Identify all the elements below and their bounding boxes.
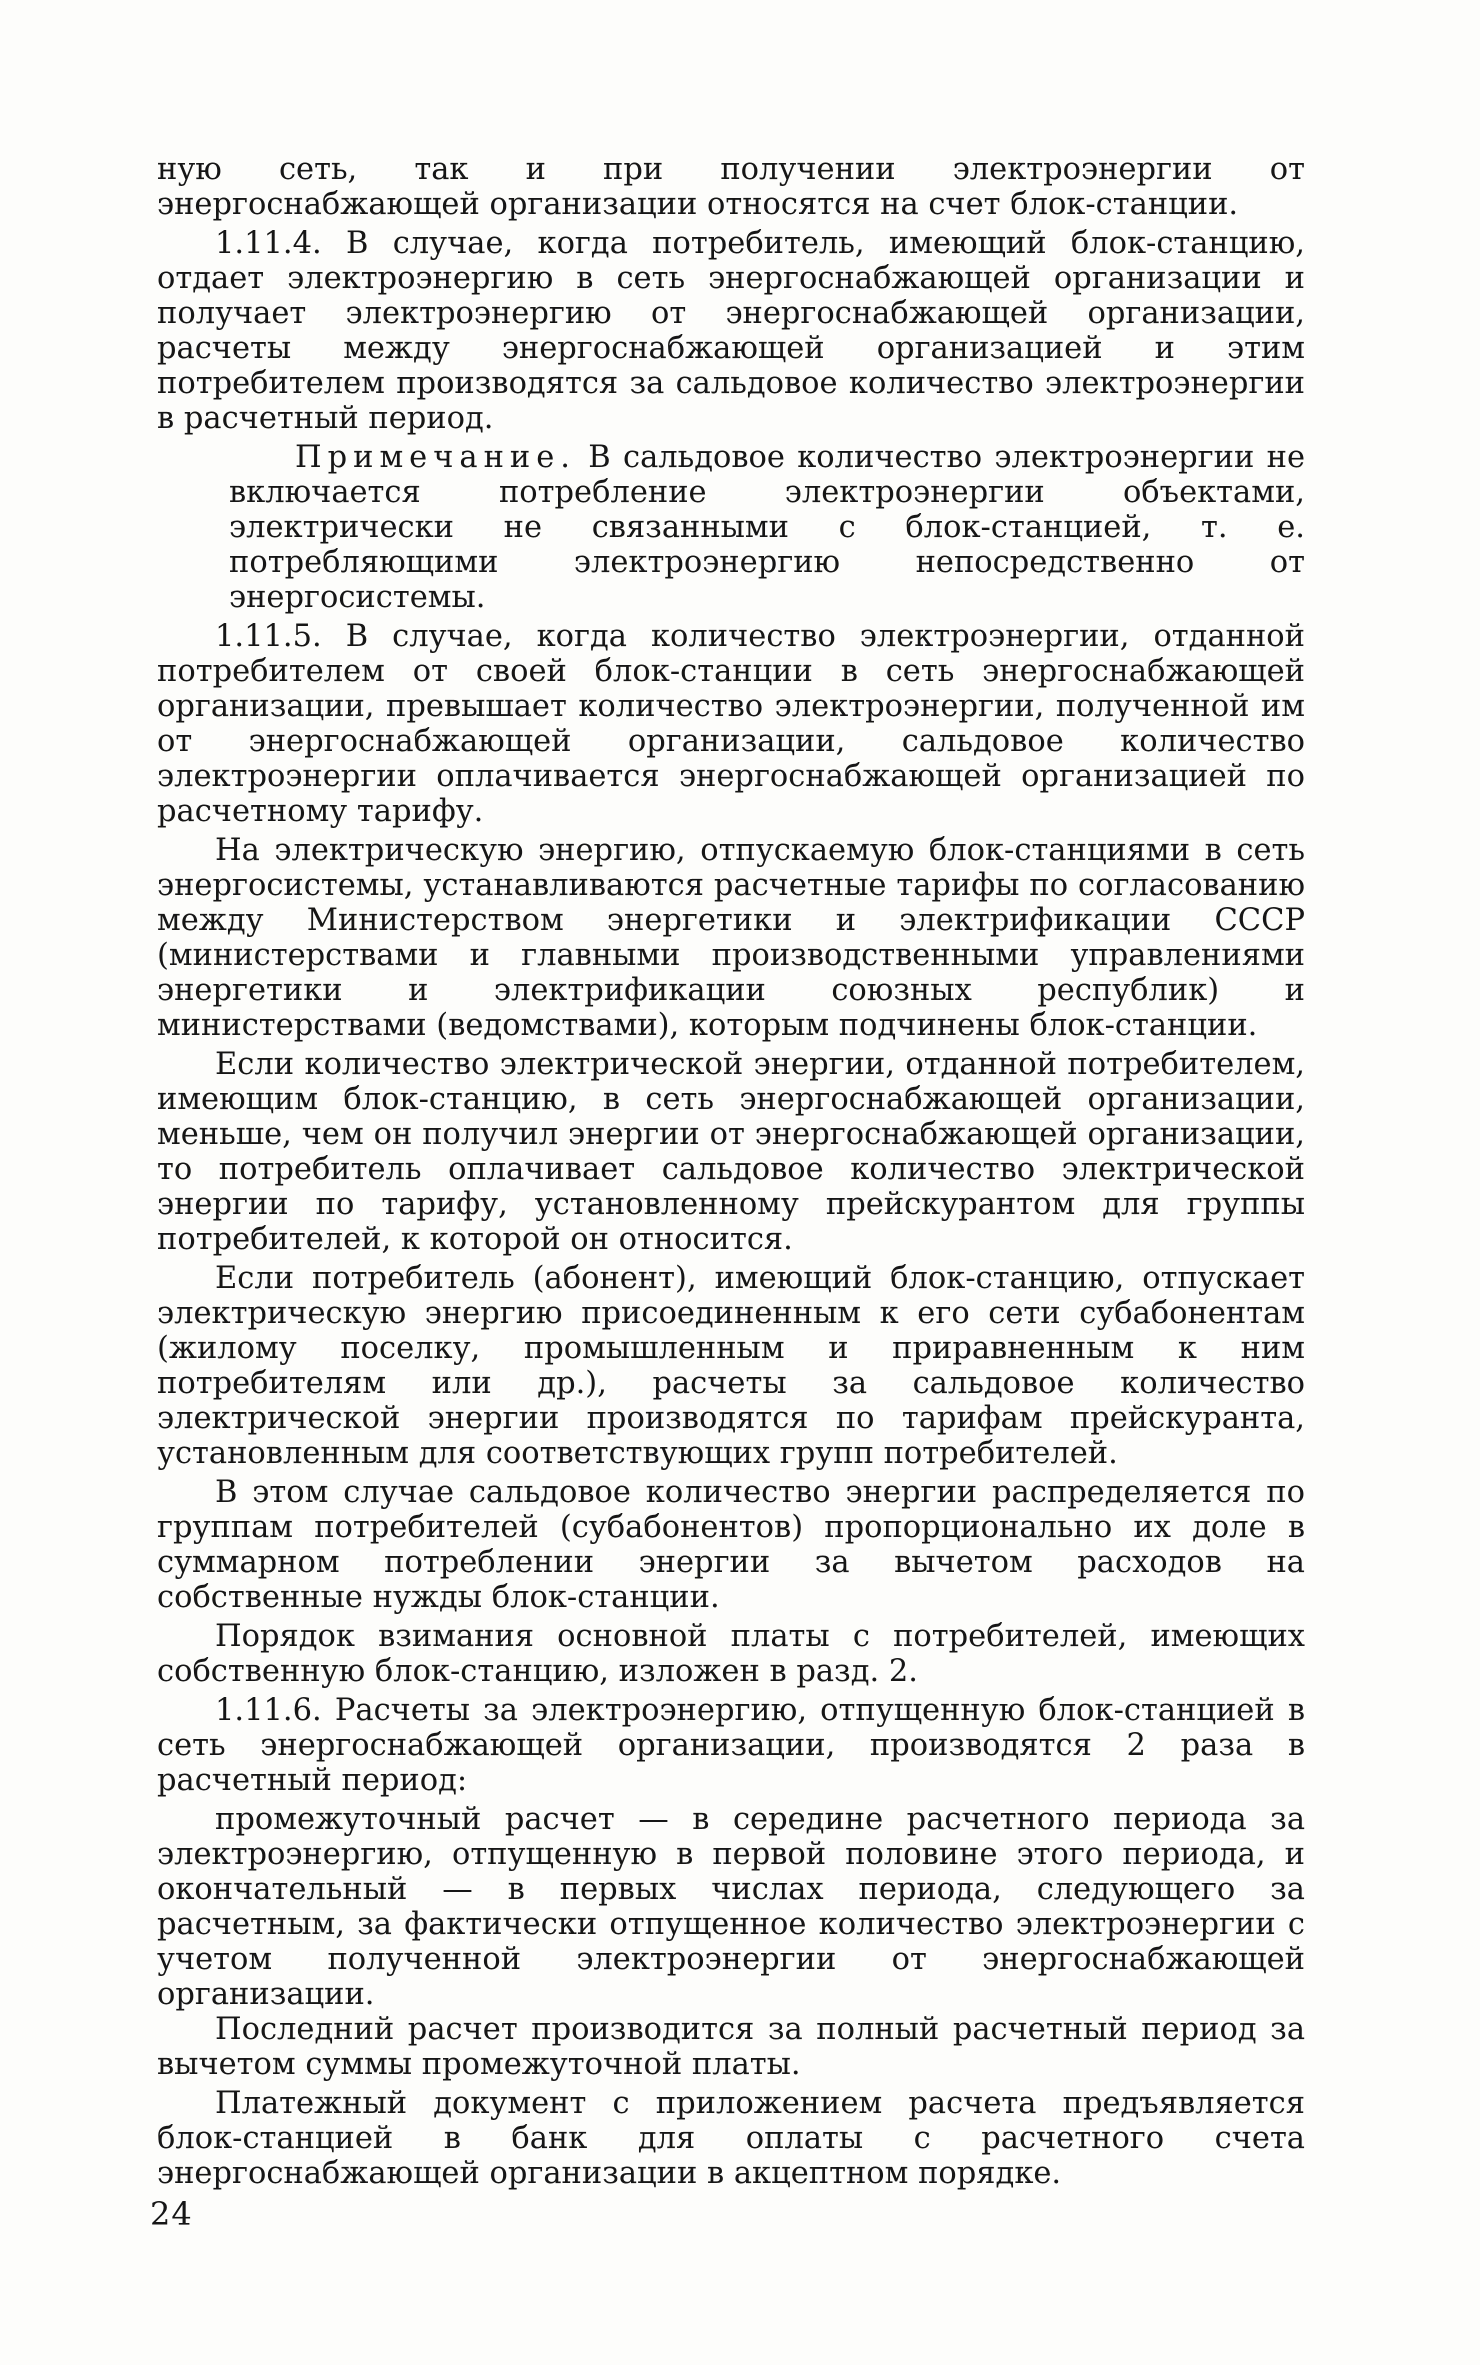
paragraph-tariffs: На электрическую энергию, отпускаемую блок-станциями в сеть энергосистемы, устанавливаются расчетные тарифы по согласованию между Министерством энергетики и электрификации СССР (министерствами и главными производственными управлениями энергетики и электрификации союзных республик) и министерствами (ведомствами), которым подчинены блок-станции.	[157, 833, 1305, 1043]
paragraph-payment-document: Платежный документ с приложением расчета предъявляется блок-станцией в банк для оплаты с расчетного счета энергоснабжающей организации в акцептном порядке.	[157, 2086, 1305, 2191]
paragraph-continuation: ную сеть, так и при получении электроэнергии от энергоснабжающей организации относятся на счет блок-станции.	[157, 152, 1305, 222]
body-text	[157, 152, 1305, 2195]
page-number: 24	[150, 2195, 193, 2233]
paragraph-1-11-4: 1.11.4. В случае, когда потребитель, имеющий блок-станцию, отдает электроэнергию в сеть энергоснабжающей организации и получает электроэнергию от энергоснабжающей организации, расчеты между энергоснабжающей организацией и этим потребителем производятся за сальдовое количество электроэнергии в расчетный период.	[157, 226, 1305, 436]
paragraph-1-11-6: 1.11.6. Расчеты за электроэнергию, отпущенную блок-станцией в сеть энергоснабжающей организации, производятся 2 раза в расчетный период:	[157, 1693, 1305, 1798]
paragraph-final-settlement: Последний расчет производится за полный расчетный период за вычетом суммы промежуточной платы.	[157, 2012, 1305, 2082]
note-paragraph	[229, 440, 1305, 615]
paragraph-distribution: В этом случае сальдовое количество энергии распределяется по группам потребителей (субабонентов) пропорционально их доле в суммарном потреблении энергии за вычетом расходов на собственные нужды блок-станции.	[157, 1475, 1305, 1615]
paragraph-less-energy: Если количество электрической энергии, отданной потребителем, имеющим блок-станцию, в сеть энергоснабжающей организации, меньше, чем он получил энергии от энергоснабжающей организации, то потребитель оплачивает сальдовое количество электрической энергии по тарифу, установленному прейскурантом для группы потребителей, к которой он относится.	[157, 1047, 1305, 1257]
paragraph-subscribers: Если потребитель (абонент), имеющий блок-станцию, отпускает электрическую энергию присоединенным к его сети субабонентам (жилому поселку, промышленным и приравненным к ним потребителям или др.), расчеты за сальдовое количество электрической энергии производятся по тарифам прейскуранта, установленным для соответствующих групп потребителей.	[157, 1261, 1305, 1471]
paragraph-1-11-5: 1.11.5. В случае, когда количество электроэнергии, отданной потребителем от своей блок-станции в сеть энергоснабжающей организации, превышает количество электроэнергии, полученной им от энергоснабжающей организации, сальдовое количество электроэнергии оплачивается энергоснабжающей организацией по расчетному тарифу.	[157, 619, 1305, 829]
paragraph-basic-payment: Порядок взимания основной платы с потребителей, имеющих собственную блок-станцию, изложен в разд. 2.	[157, 1619, 1305, 1689]
note-text: В сальдовое количество электроэнергии не включается потребление электроэнергии объектами, электрически не связанными с блок-станцией, т. е. потребляющими электроэнергию непосредственно от энергосистемы.	[229, 440, 1305, 615]
paragraph-settlement-types: промежуточный расчет — в середине расчетного периода за электроэнергию, отпущенную в первой половине этого периода, и окончательный — в первых числах периода, следующего за расчетным, за фактически отпущенное количество электроэнергии с учетом полученной электроэнергии от энергоснабжающей организации.	[157, 1802, 1305, 2012]
note-label: Примечание.	[295, 440, 576, 475]
